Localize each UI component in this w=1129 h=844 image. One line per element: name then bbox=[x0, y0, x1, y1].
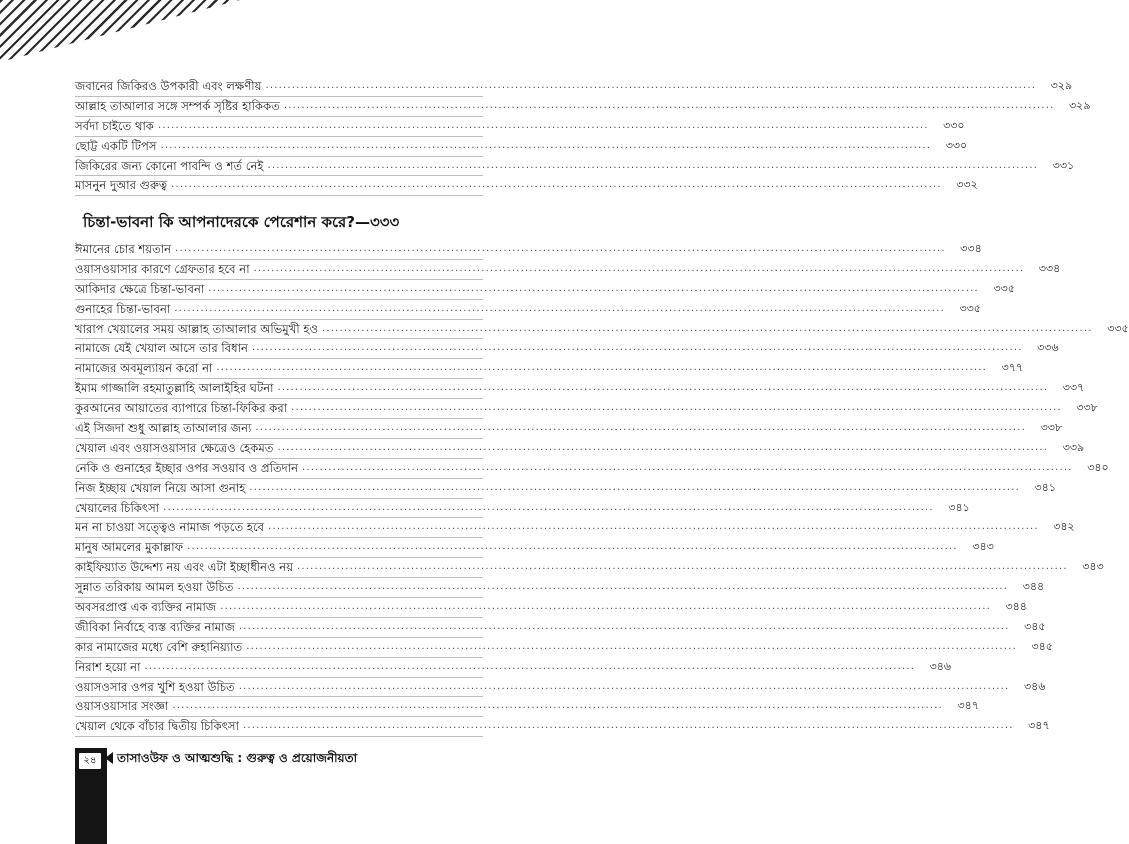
toc-entry-page: ৩৪৬ bbox=[1023, 679, 1046, 693]
toc-entry bbox=[75, 280, 1015, 300]
dot-leader bbox=[144, 658, 915, 677]
dot-leader bbox=[252, 339, 1023, 358]
toc-entry bbox=[75, 538, 994, 558]
toc-entry-title: খারাপ খেয়ালের সময় আল্লাহ তাআলার অভিমুখী হও bbox=[75, 321, 318, 336]
toc-entry-page: ৩৪১ bbox=[948, 500, 970, 514]
toc-entry-title: ইমাম গাজ্জালি রহমাতুল্লাহি আলাইহির ঘটনা bbox=[75, 381, 274, 396]
toc-entry bbox=[75, 137, 968, 157]
dot-leader bbox=[243, 717, 1014, 736]
toc-entry-page: ৩৪৭ bbox=[957, 699, 979, 713]
toc-entry-page: ৩৪০ bbox=[1087, 460, 1109, 474]
dot-leader bbox=[291, 399, 1062, 418]
toc-entry bbox=[75, 598, 1027, 618]
toc-entry-page: ৩৪৩ bbox=[972, 540, 994, 554]
toc-entry-title: সুন্নাত তরিকায় আমল হওয়া উচিত bbox=[75, 580, 234, 595]
toc-entry-title: নিজ ইচ্ছায় খেয়াল নিয়ে আসা গুনাহ bbox=[75, 480, 246, 495]
toc-entry bbox=[75, 658, 952, 678]
toc-entry-page: ৩৪২ bbox=[1053, 520, 1075, 534]
dot-leader bbox=[220, 598, 991, 617]
dot-leader bbox=[297, 558, 1068, 577]
toc-entry bbox=[75, 359, 1024, 379]
dot-leader bbox=[163, 499, 934, 518]
dot-leader bbox=[278, 379, 1049, 398]
toc-entry-title: ছোট্ট একটি টিপস bbox=[75, 138, 157, 153]
toc-entry-title: মাসনুন দুআর গুরুত্ব bbox=[75, 178, 168, 193]
toc-entry-title: গুনাহের চিন্তা-ভাবনা bbox=[75, 301, 171, 316]
toc-entry-title: কুরআনের আয়াতের ব্যাপারে চিন্তা-ফিকির করা bbox=[75, 401, 288, 416]
dot-leader bbox=[255, 419, 1026, 438]
toc-entry-page: ৩৪৫ bbox=[1031, 639, 1053, 653]
toc-entry-page: ৩৪৩ bbox=[1082, 560, 1104, 574]
triangle-left-icon bbox=[105, 752, 113, 764]
chapter-heading: চিন্তা-ভাবনা কি আপনাদেরকে পেরেশান করে?—৩৩৩ bbox=[83, 213, 400, 231]
dot-leader bbox=[246, 638, 1017, 657]
toc-entry-title: নামাজে যেই খেয়াল আসে তার বিধান bbox=[75, 341, 248, 356]
toc-entry-page: ৩৪৫ bbox=[1024, 619, 1046, 633]
toc-entry-title: কাইফিয়্যাত উদ্দেশ্য নয় এবং এটা ইচ্ছাধীনও নয় bbox=[75, 560, 294, 575]
toc-entry bbox=[75, 678, 1046, 698]
toc-entry-page: ৩৩৯ bbox=[1062, 440, 1085, 454]
toc-entry-page: ৩৩৮ bbox=[1076, 401, 1098, 415]
toc-entry bbox=[75, 240, 982, 260]
toc-entry bbox=[75, 439, 1085, 459]
toc-entry-page: ৩৪৪ bbox=[1022, 580, 1045, 594]
toc-entry-page: ৩৩৮ bbox=[1040, 421, 1063, 435]
dot-leader bbox=[208, 280, 979, 299]
toc-entry bbox=[75, 117, 965, 137]
dot-leader bbox=[161, 137, 932, 156]
dot-leader bbox=[284, 97, 1055, 116]
running-book-title: তাসাওউফ ও আত্মশুদ্ধি : গুরুত্ব ও প্রয়োজনীয়তা bbox=[117, 751, 358, 765]
toc-entry-page: ৩৩৬ bbox=[1037, 341, 1059, 355]
toc-entry bbox=[75, 379, 1085, 399]
toc-entry-page: ৩৩৫ bbox=[1107, 321, 1129, 335]
toc-entry-page: ৩৪১ bbox=[1034, 480, 1056, 494]
toc-entry-title: মন না চাওয়া সত্ত্বেও নামাজ পড়তে হবে bbox=[75, 520, 265, 535]
dot-leader bbox=[268, 518, 1039, 537]
toc-entry bbox=[75, 618, 1046, 638]
toc-section-2 bbox=[75, 240, 1129, 737]
toc-entry-page: ৩৩৪ bbox=[960, 242, 982, 255]
toc-entry-page: ৩৪৪ bbox=[1005, 600, 1027, 614]
dot-leader bbox=[254, 260, 1025, 279]
dot-leader bbox=[322, 320, 1093, 339]
toc-entry-page: ৩২৯ bbox=[1069, 98, 1091, 112]
toc-entry bbox=[75, 717, 1050, 737]
dot-leader bbox=[216, 359, 987, 378]
toc-entry bbox=[75, 300, 981, 320]
toc-entry-title: এই সিজদা শুধু আল্লাহ তাআলার জন্য bbox=[75, 421, 252, 436]
toc-entry-page: ৩৩০ bbox=[943, 118, 965, 132]
toc-entry-page: ৩৩৫ bbox=[993, 281, 1015, 295]
toc-entry-title: নামাজের অবমূল্যায়ন করো না bbox=[75, 361, 213, 376]
toc-section-1 bbox=[75, 77, 1091, 196]
toc-entry-title: আল্লাহ তাআলার সঙ্গে সম্পর্ক সৃষ্টির হাকিকত bbox=[75, 98, 280, 113]
toc-entry bbox=[75, 499, 970, 519]
toc-entry-page: ৩৩১ bbox=[1052, 158, 1075, 172]
dot-leader bbox=[172, 697, 943, 716]
toc-entry bbox=[75, 157, 1075, 177]
toc-entry-page: ৩৭৭ bbox=[1001, 361, 1024, 375]
toc-entry bbox=[75, 176, 978, 196]
toc-entry-title: ঈমানের চোর শয়তান bbox=[75, 242, 172, 256]
toc-entry-title: ওয়াসওয়াসার কারণে গ্রেফতার হবে না bbox=[75, 261, 250, 276]
toc-entry-page: ৩২৯ bbox=[1050, 79, 1073, 92]
toc-entry-title: খেয়াল এবং ওয়াসওয়াসার ক্ষেত্রেও হেকমত bbox=[75, 440, 274, 455]
toc-entry-page: ৩৩৭ bbox=[1062, 381, 1085, 395]
toc-entry bbox=[75, 638, 1053, 658]
toc-entry bbox=[75, 260, 1061, 280]
toc-entry-title: সর্বদা চাইতে থাক bbox=[75, 118, 154, 133]
toc-entry-title: খেয়াল থেকে বাঁচার দ্বিতীয় চিকিৎসা bbox=[75, 719, 239, 734]
dot-leader bbox=[239, 678, 1010, 697]
toc-entry-title: খেয়ালের চিকিৎসা bbox=[75, 500, 160, 515]
toc-entry bbox=[75, 518, 1075, 538]
decorative-hatch-corner bbox=[0, 0, 240, 62]
dot-leader bbox=[278, 439, 1049, 458]
toc-entry-page: ৩৩২ bbox=[956, 178, 978, 192]
toc-entry bbox=[75, 697, 979, 717]
dot-leader bbox=[171, 176, 942, 195]
toc-entry-title: জবানের জিকিরও উপকারী এবং লক্ষণীয় bbox=[75, 79, 262, 93]
toc-entry-page: ৩৩৪ bbox=[1038, 261, 1061, 275]
page-number: ২৪ bbox=[78, 752, 102, 770]
toc-entry bbox=[75, 339, 1059, 359]
toc-entry bbox=[75, 578, 1045, 598]
dot-leader bbox=[174, 300, 945, 319]
dot-leader bbox=[238, 578, 1009, 597]
toc-entry-page: ৩৪৬ bbox=[929, 659, 952, 673]
toc-entry-title: জীবিকা নির্বাহে ব্যস্ত ব্যক্তির নামাজ bbox=[75, 619, 235, 634]
toc-entry bbox=[75, 320, 1129, 340]
toc-entry-title: নিরাশ হয়ো না bbox=[75, 659, 141, 674]
toc-entry-page: ৩৩০ bbox=[945, 138, 968, 152]
toc-entry-page: ৩৩৫ bbox=[959, 301, 981, 315]
toc-entry bbox=[75, 558, 1104, 578]
toc-entry bbox=[75, 419, 1063, 439]
toc-entry bbox=[75, 459, 1109, 479]
toc-entry-title: আকিদার ক্ষেত্রে চিন্তা-ভাবনা bbox=[75, 281, 205, 296]
toc-entry bbox=[75, 479, 1056, 499]
toc-entry-title: মানুষ আমলের মুকাল্লাফ bbox=[75, 540, 184, 555]
toc-entry-title: কার নামাজের মধ্যে বেশি রুহানিয়্যাত bbox=[75, 639, 243, 654]
toc-entry-title: ওয়াসওসার ওপর খুশি হওয়া উচিত bbox=[75, 679, 235, 694]
dot-leader bbox=[239, 618, 1010, 637]
toc-entry-title: অবসরপ্রাপ্ত এক ব্যক্তির নামাজ bbox=[75, 600, 217, 615]
toc-entry bbox=[75, 399, 1098, 419]
toc-entry-page: ৩৪৭ bbox=[1028, 719, 1050, 733]
toc-entry-title: ওয়াসওয়াসার সংজ্ঞা bbox=[75, 699, 169, 714]
dot-leader bbox=[265, 77, 1036, 96]
dot-leader bbox=[158, 117, 929, 136]
dot-leader bbox=[187, 538, 958, 557]
toc-entry bbox=[75, 97, 1091, 117]
toc-entry-title: নেকি ও গুনাহের ইচ্ছার ওপর সওয়াব ও প্রতিদান bbox=[75, 460, 299, 475]
toc-entry-title: জিকিরের জন্য কোনো পাবন্দি ও শর্ত নেই bbox=[75, 158, 264, 173]
dot-leader bbox=[249, 479, 1020, 498]
toc-entry bbox=[75, 77, 1073, 97]
dot-leader bbox=[175, 240, 946, 259]
dot-leader bbox=[267, 157, 1038, 176]
dot-leader bbox=[302, 459, 1073, 478]
